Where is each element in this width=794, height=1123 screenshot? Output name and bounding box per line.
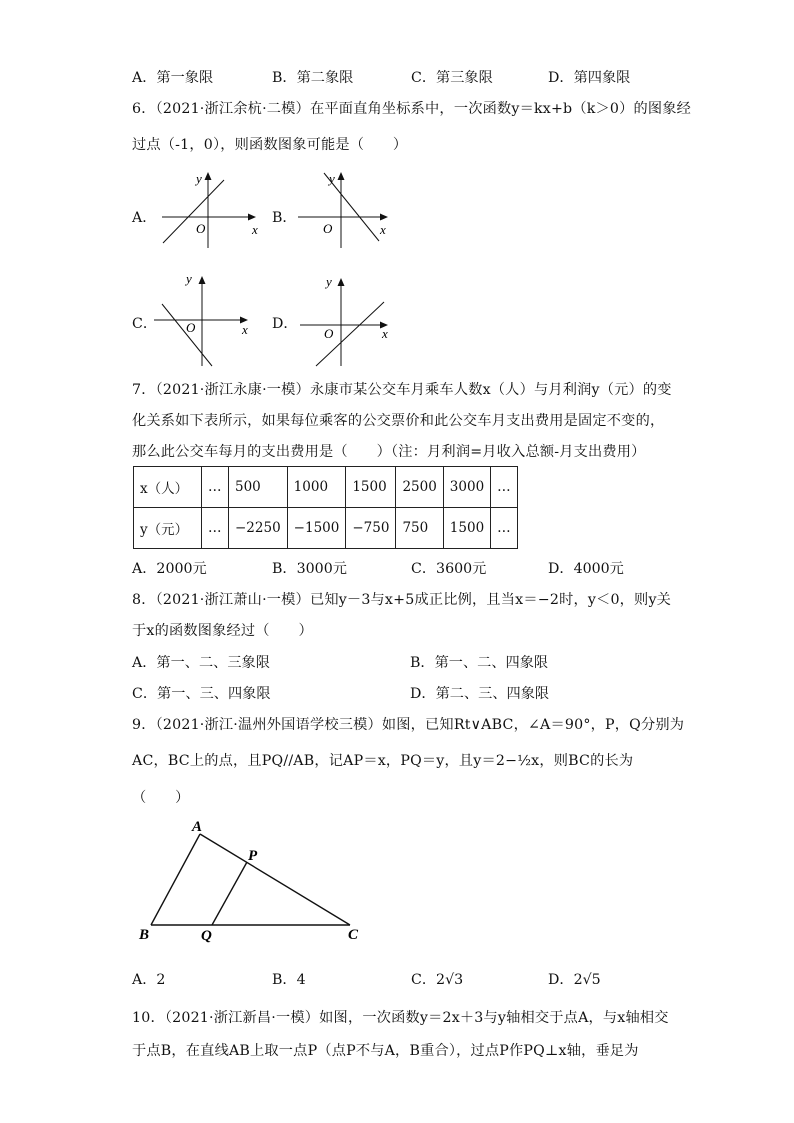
q6-label-b: B． [272, 210, 297, 226]
q10-text-line1: 10．（2021·浙江新昌·一模）如图，一次函数y＝2x＋3与y轴相交于点A，与x轴相交 [132, 1010, 669, 1026]
q6-label-a: A． [132, 210, 157, 226]
q6-label-d: D． [272, 316, 298, 332]
q8-option-c: C．第一、三、四象限 [132, 686, 271, 702]
q6-b-axis-x: x [380, 222, 386, 237]
q9-option-a: A．2 [132, 972, 166, 988]
q7-cell: −1500 [287, 508, 346, 549]
q7-cell: −750 [346, 508, 396, 549]
q7-table-row-x [134, 467, 518, 508]
q7-table [133, 466, 518, 549]
q6-c-origin: O [186, 320, 196, 335]
q7-cell: −2250 [229, 508, 288, 549]
q6-b-axis-y: y [329, 171, 335, 186]
q6-b-origin: O [323, 221, 333, 236]
q6-label-c: C． [132, 316, 158, 332]
q6-graph-b [294, 168, 394, 250]
q7-table-row-y [134, 508, 518, 549]
q7-cell: 3000 [443, 467, 490, 508]
q7-cell: 1500 [346, 467, 396, 508]
q6-d-axis-y: y [326, 274, 332, 289]
q9-text-line1: 9．（2021·浙江·温州外国语学校三模）如图，已知Rt∨ABC，∠A＝90°，P，Q分别为 [132, 717, 685, 733]
q7-cell: … [491, 508, 518, 549]
q9-label-c: C [348, 927, 359, 943]
q6-d-axis-x: x [382, 326, 388, 341]
q7-cell: 1500 [443, 508, 490, 549]
q5-option-a: A．第一象限 [132, 70, 214, 86]
q7-cell: 750 [396, 508, 443, 549]
q8-option-a: A．第一、二、三象限 [132, 655, 270, 671]
q9-label-p: P [248, 848, 258, 864]
q8-option-b: B．第一、二、四象限 [410, 655, 549, 671]
q7-cell: x（人） [134, 467, 202, 508]
q7-text-line3: 那么此公交车每月的支出费用是（ ）（注：月利润=月收入总额-月支出费用） [132, 444, 646, 460]
q9-option-d: D．2√5 [548, 972, 601, 988]
q6-a-axis-x: x [252, 222, 258, 237]
q7-text-line2: 化关系如下表所示，如果每位乘客的公交票价和此公交车月支出费用是固定不变的， [132, 413, 665, 429]
q6-c-axis-x: x [242, 322, 248, 337]
q9-option-c: C．2√3 [411, 972, 464, 988]
q8-text-line1: 8．（2021·浙江萧山·一模）已知y－3与x+5成正比例，且当x＝−2时，y＜0，则y关 [132, 592, 672, 608]
q6-a-origin: O [196, 221, 206, 236]
q9-label-b: B [139, 927, 150, 943]
q6-graph-d [296, 270, 396, 370]
q5-option-b: B．第二象限 [272, 70, 354, 86]
q7-cell: … [491, 467, 518, 508]
q7-cell: … [202, 467, 229, 508]
q7-text-line1: 7．（2021·浙江永康·一模）永康市某公交车月乘车人数x（人）与月利润y（元）的变 [132, 382, 672, 398]
q7-option-c: C．3600元 [411, 561, 487, 577]
q6-graph-c [150, 270, 260, 370]
q9-triangle-figure [130, 810, 380, 950]
q7-cell: 500 [229, 467, 288, 508]
q6-text-line1: 6．（2021·浙江余杭·二模）在平面直角坐标系中，一次函数y＝kx+b（k＞0）的图象经 [132, 101, 692, 117]
q9-label-q: Q [201, 928, 212, 944]
q6-c-axis-y: y [186, 271, 192, 286]
q6-a-axis-y: y [196, 171, 202, 186]
q9-option-b: B．4 [272, 972, 306, 988]
q6-graph-a [158, 168, 268, 250]
q7-cell: … [202, 508, 229, 549]
q5-option-c: C．第三象限 [411, 70, 493, 86]
q7-cell: 2500 [396, 467, 443, 508]
q9-text-line2: AC，BC上的点，且PQ//AB，记AP＝x，PQ＝y，且y＝2−½x，则BC的长为 [132, 753, 634, 769]
q6-d-origin: O [324, 326, 334, 341]
q7-cell: 1000 [287, 467, 346, 508]
q8-text-line2: 于x的函数图象经过（ ） [132, 623, 313, 639]
q8-option-d: D．第二、三、四象限 [410, 686, 550, 702]
q10-text-line2: 于点B，在直线AB上取一点P（点P不与A，B重合），过点P作PQ⊥x轴，垂足为 [132, 1043, 639, 1059]
q6-text-line2: 过点（-1，0），则函数图象可能是（ ） [132, 137, 408, 153]
q7-cell: y（元） [134, 508, 202, 549]
q7-option-a: A．2000元 [132, 561, 207, 577]
q7-option-b: B．3000元 [272, 561, 347, 577]
q9-text-line3: （ ） [132, 790, 190, 806]
q5-option-d: D．第四象限 [548, 70, 631, 86]
q9-label-a: A [192, 819, 203, 835]
q7-option-d: D．4000元 [548, 561, 624, 577]
